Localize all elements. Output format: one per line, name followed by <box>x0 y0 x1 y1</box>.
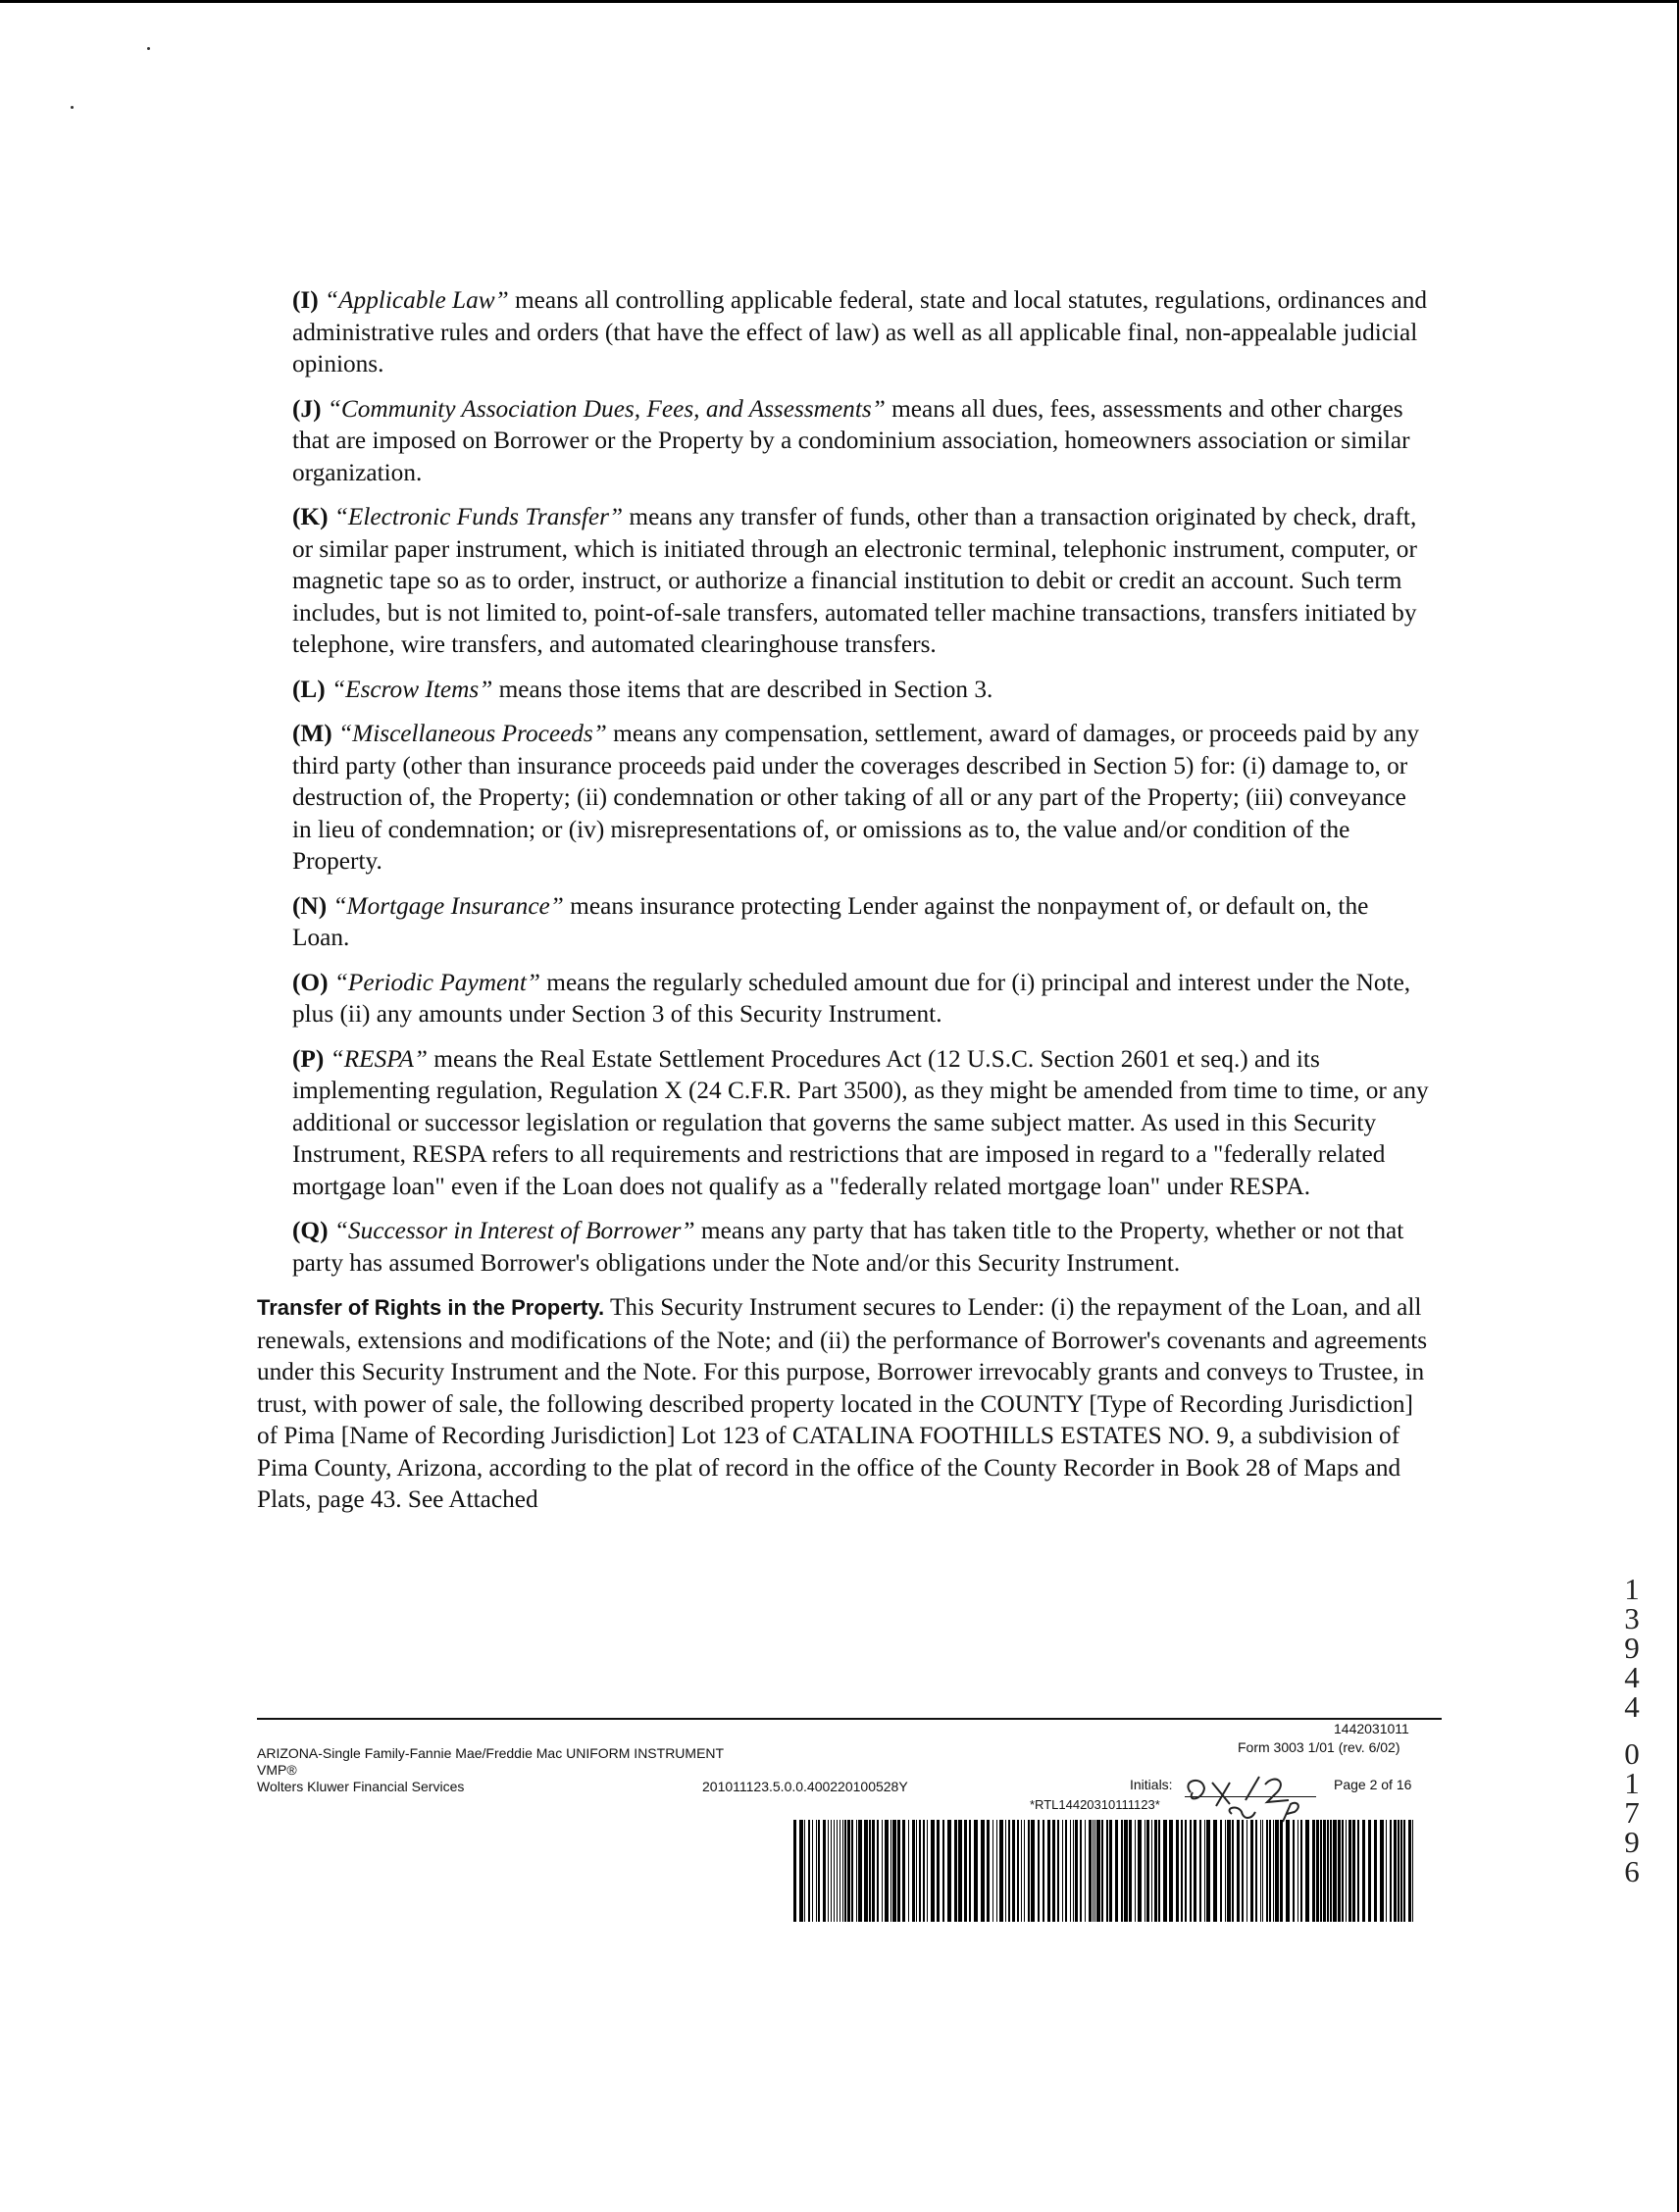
barcode-bar <box>1085 1820 1086 1922</box>
definition-i <box>292 284 1430 380</box>
barcode-bar <box>897 1820 900 1922</box>
barcode-bar <box>981 1820 985 1922</box>
barcode-bar <box>1297 1820 1298 1922</box>
definition-text: means all controlling applicable federal, state and local statutes, regulations, ordinances and administrative rules and orders (that have the effect of law) as well as all applicable final, non-appealable judicial opinions. <box>292 286 1428 377</box>
barcode-bar <box>890 1820 891 1922</box>
barcode-bar <box>869 1820 871 1922</box>
barcode-bar <box>1021 1820 1022 1922</box>
barcode-bar <box>1323 1820 1326 1922</box>
barcode-bar <box>1220 1820 1222 1922</box>
barcode-bar <box>1109 1820 1112 1922</box>
barcode-bar <box>987 1820 990 1922</box>
initials-stroke <box>1212 1783 1230 1806</box>
barcode-bar <box>919 1820 921 1922</box>
definition-label: (K) <box>292 503 329 530</box>
barcode-bar <box>1342 1820 1344 1922</box>
definition-term: “Mortgage Insurance” <box>332 891 564 920</box>
barcode-bar <box>823 1820 826 1922</box>
barcode-bar <box>931 1820 935 1922</box>
barcode-bar <box>927 1820 928 1922</box>
footer-rule <box>257 1718 1442 1720</box>
initials-stroke <box>1246 1777 1259 1800</box>
definition-term: “Successor in Interest of Borrower” <box>333 1217 695 1244</box>
definition-label: (L) <box>292 675 326 703</box>
barcode-bar <box>1250 1820 1253 1922</box>
barcode-bar <box>942 1820 944 1922</box>
barcode-bar <box>1089 1820 1092 1922</box>
barcode-bar <box>974 1820 978 1922</box>
stamp-digit: 0 <box>1624 1736 1640 1771</box>
barcode-bar <box>1038 1820 1040 1922</box>
stamp-digit: 4 <box>1624 1660 1640 1694</box>
definition-label: (O) <box>292 968 329 996</box>
definition-text: means the regularly scheduled amount due for (i) principal and interest under the Note, plus (ii) any amounts under Section 3 of this Security Instrument. <box>292 968 1411 1028</box>
barcode-bar <box>1169 1820 1173 1922</box>
initials-label: Initials: <box>1130 1777 1173 1792</box>
stamp-digit: 1 <box>1624 1572 1640 1606</box>
document-code: 201011123.5.0.0.400220100528Y <box>702 1779 908 1794</box>
barcode-bar <box>851 1820 853 1922</box>
barcode-bar <box>996 1820 997 1922</box>
barcode-bar <box>1181 1820 1183 1922</box>
stamp-digit: 4 <box>1624 1689 1640 1724</box>
page-number: Page 2 of 16 <box>1334 1777 1412 1792</box>
definition-label: (M) <box>292 720 332 747</box>
barcode-bar <box>1163 1820 1167 1922</box>
definition-text: means those items that are described in Section 3. <box>492 675 993 703</box>
definition-m <box>292 718 1430 878</box>
barcode-bar <box>877 1820 879 1922</box>
barcode-bar <box>1327 1820 1329 1922</box>
definition-label: (P) <box>292 1044 325 1073</box>
form-title: ARIZONA-Single Family-Fannie Mae/Freddie Mac UNIFORM INSTRUMENT <box>257 1745 725 1761</box>
barcode-bar <box>1101 1820 1103 1922</box>
definition-term: “Miscellaneous Proceeds” <box>338 720 607 747</box>
barcode-bar <box>1338 1820 1341 1922</box>
barcode-bar <box>1412 1820 1413 1922</box>
barcode-bar <box>1199 1820 1201 1922</box>
transfer-text: This Security Instrument secures to Lender: (i) the repayment of the Loan, and all renewals, extensions and modifications of the Note; and (ii) the performance of Borrower's covenants and agreements under this Security Instrument and the Note. For this purpose, Borrower irrevocably grants and conveys to Trustee, in trust, with power of sale, the following described property located in the COUNTY [Type of Recording Jurisdiction] of Pima [Name of Recording Jurisdiction] Lot 123 of CATALINA FOOTHILLS ESTATES NO. 9, a subdivision of Pima County, Arizona, according to the plat of record in the office of the County Recorder in Book 28 of Maps and Plats, page 43. See Attached <box>257 1293 1428 1513</box>
barcode-bar <box>1094 1820 1095 1922</box>
recording-stamp-number <box>1618 1572 1646 1888</box>
definition-text: means any compensation, settlement, award of damages, or proceeds paid by any third party (other than insurance proceeds paid under the coverages described in Section 5) for: (i) damage to, or destruction of, the Property; (ii) condemnation or other taking of all or any part of the Property; (iii) conveyance in lieu of condemnation; or (iv) misrepresentations of, or omissions as to, the value and/or condition of the Property. <box>292 720 1420 875</box>
barcode-bar <box>799 1820 803 1922</box>
barcode-bar <box>1093 1820 1094 1922</box>
definition-text: means any transfer of funds, other than a transaction originated by check, draft, or similar paper instrument, which is initiated through an electronic terminal, telephonic instrument, computer, or magnetic tape so as to order, instruct, or authorize a financial institution to debit or credit an account. Such term includes, but is not limited to, point-of-sale transfers, automated teller machine transactions, transfers initiated by telephone, wire transfers, and automated clearinghouse transfers. <box>292 503 1417 658</box>
barcode-bar <box>1151 1820 1152 1922</box>
definition-term: “Electronic Funds Transfer” <box>333 503 624 530</box>
barcode-bar <box>1255 1820 1257 1922</box>
barcode-bar <box>837 1820 838 1922</box>
barcode-bar <box>958 1820 962 1922</box>
barcode-bar <box>864 1820 868 1922</box>
barcode-bar <box>847 1820 850 1922</box>
barcode-bar <box>1190 1820 1192 1922</box>
transfer-heading: Transfer of Rights in the Property. <box>257 1295 605 1320</box>
barcode-bar <box>1124 1820 1128 1922</box>
barcode-bar <box>1065 1820 1067 1922</box>
barcode-bar <box>818 1820 820 1922</box>
barcode-bar <box>1146 1820 1149 1922</box>
barcode-bar <box>1352 1820 1355 1922</box>
barcode-bar <box>1096 1820 1100 1922</box>
barcode-bar <box>1138 1820 1142 1922</box>
barcode-bar <box>969 1820 971 1922</box>
barcode-bar <box>1024 1820 1025 1922</box>
barcode-bar <box>1275 1820 1279 1922</box>
barcode-bar <box>1330 1820 1332 1922</box>
barcode-bar <box>1357 1820 1359 1922</box>
barcode-bar <box>1062 1820 1063 1922</box>
stamp-digit: 6 <box>1624 1854 1640 1888</box>
barcode-bar <box>831 1820 832 1922</box>
barcode-bar <box>1227 1820 1231 1922</box>
definition-term: “Periodic Payment” <box>333 968 540 996</box>
barcode-bar <box>947 1820 951 1922</box>
barcode-bar <box>1400 1820 1402 1922</box>
barcode-bar <box>1408 1820 1411 1922</box>
definition-k <box>292 501 1430 661</box>
barcode-bar <box>902 1820 905 1922</box>
barcode-bar <box>1154 1820 1157 1922</box>
barcode-bar <box>1320 1820 1322 1922</box>
definition-label: (I) <box>292 286 319 314</box>
barcode-bar <box>1368 1820 1371 1922</box>
barcode-bar <box>912 1820 915 1922</box>
barcode-bar <box>892 1820 896 1922</box>
barcode-bar <box>1075 1820 1078 1922</box>
barcode-bar <box>1286 1820 1290 1922</box>
barcode-bar <box>804 1820 805 1922</box>
barcode-bar <box>842 1820 843 1922</box>
barcode-bar <box>923 1820 925 1922</box>
barcode-bar <box>964 1820 967 1922</box>
barcode-bar <box>1043 1820 1044 1922</box>
definition-term: “RESPA” <box>330 1044 428 1073</box>
barcode-bar <box>1225 1820 1226 1922</box>
barcode-bar <box>1273 1820 1274 1922</box>
barcode-bar <box>1008 1820 1010 1922</box>
barcode-bar <box>793 1820 796 1922</box>
barcode-bar <box>1028 1820 1030 1922</box>
vmp-label: VMP® <box>257 1762 297 1778</box>
definition-text: means any party that has taken title to the Property, whether or not that party has assumed Borrower's obligations under the Note and/or this Security Instrument. <box>292 1217 1404 1277</box>
definition-label: (N) <box>292 891 328 920</box>
definition-text: means the Real Estate Settlement Procedures Act (12 U.S.C. Section 2601 et seq.) and its implementing regulation, Regulation X (24 C.F.R. Part 3500), as they might be amended from time to time, or any additional or successor legislation or regulation that governs the same subject matter. As used in this Security Instrument, RESPA refers to all requirements and restrictions that are imposed in regard to a "federally related mortgage loan" even if the Loan does not qualify as a "federally related mortgage loan" under RESPA. <box>292 1044 1429 1200</box>
barcode-bar <box>1194 1820 1196 1922</box>
barcode-bar <box>1185 1820 1187 1922</box>
definition-text: means all dues, fees, assessments and other charges that are imposed on Borrower or the Property by a condominium association, homeowners association or similar organization. <box>292 394 1410 486</box>
barcode-bar <box>1080 1820 1082 1922</box>
barcode-bar <box>1057 1820 1059 1922</box>
barcode-bar <box>1232 1820 1234 1922</box>
barcode-bar <box>1047 1820 1050 1922</box>
barcode-bar <box>872 1820 875 1922</box>
barcode-bar <box>1262 1820 1263 1922</box>
barcode-bar <box>1398 1820 1399 1922</box>
stamp-digit: 1 <box>1624 1766 1640 1800</box>
initials-stroke <box>1188 1781 1204 1799</box>
barcode-bar <box>1115 1820 1118 1922</box>
barcode-bar <box>1237 1820 1240 1922</box>
barcode-bar <box>1386 1820 1387 1922</box>
barcode-bar <box>1005 1820 1006 1922</box>
barcode-bar <box>908 1820 909 1922</box>
barcode-bar <box>1206 1820 1210 1922</box>
barcode-bar <box>1017 1820 1019 1922</box>
barcode-bar <box>1333 1820 1337 1922</box>
definition-term: “Applicable Law” <box>325 286 509 314</box>
document-body <box>257 284 1430 1516</box>
barcode-bar <box>1012 1820 1015 1922</box>
barcode-bar <box>1269 1820 1271 1922</box>
barcode-bar <box>812 1820 813 1922</box>
barcode-bar <box>999 1820 1003 1922</box>
barcode-bar <box>1106 1820 1108 1922</box>
barcode-bar <box>816 1820 817 1922</box>
barcode-bar <box>1280 1820 1283 1922</box>
barcode-bar <box>844 1820 846 1922</box>
barcode-bar <box>954 1820 957 1922</box>
form-number: Form 3003 1/01 (rev. 6/02) <box>1238 1739 1400 1755</box>
barcode-bar <box>1403 1820 1405 1922</box>
definition-l <box>292 674 1430 706</box>
barcode-bar <box>1305 1820 1309 1922</box>
barcode-bar <box>858 1820 862 1922</box>
definition-n <box>292 890 1430 954</box>
barcode <box>789 1820 1417 1922</box>
barcode-bar <box>856 1820 857 1922</box>
definition-term: “Escrow Items” <box>331 675 493 703</box>
definition-j <box>292 393 1430 489</box>
definition-label: (Q) <box>292 1217 329 1244</box>
barcode-bar <box>1176 1820 1179 1922</box>
definition-text: means insurance protecting Lender against the nonpayment of, or default on, the Loan. <box>292 891 1369 951</box>
barcode-bar <box>1052 1820 1055 1922</box>
barcode-bar <box>992 1820 993 1922</box>
initials-stroke <box>1230 1808 1255 1818</box>
publisher-name: Wolters Kluwer Financial Services <box>257 1779 465 1794</box>
barcode-bar <box>1394 1820 1397 1922</box>
barcode-bar <box>1129 1820 1132 1922</box>
scan-speck <box>147 47 150 50</box>
barcode-bar <box>937 1820 940 1922</box>
barcode-bar <box>1380 1820 1384 1922</box>
barcode-bar <box>1266 1820 1268 1922</box>
loan-number: 1442031011 <box>1334 1721 1409 1736</box>
barcode-bar <box>834 1820 835 1922</box>
stamp-digit: 7 <box>1624 1795 1640 1830</box>
stamp-digit: 9 <box>1624 1631 1640 1665</box>
barcode-bar <box>1121 1820 1123 1922</box>
barcode-bar <box>1362 1820 1365 1922</box>
barcode-bar <box>1390 1820 1392 1922</box>
scan-border-top <box>0 0 1679 3</box>
scan-speck <box>71 106 74 109</box>
definition-o <box>292 967 1430 1031</box>
barcode-bar <box>1348 1820 1351 1922</box>
barcode-bar <box>1158 1820 1160 1922</box>
definition-q <box>292 1215 1430 1279</box>
barcode-bar <box>1312 1820 1315 1922</box>
barcode-bar <box>882 1820 883 1922</box>
barcode-bar <box>1346 1820 1347 1922</box>
barcode-bar <box>1204 1820 1205 1922</box>
barcode-bar <box>1031 1820 1035 1922</box>
barcode-bar <box>1374 1820 1377 1922</box>
barcode-bar <box>1293 1820 1295 1922</box>
transfer-of-rights-paragraph <box>257 1291 1430 1516</box>
barcode-bar <box>808 1820 810 1922</box>
barcode-bar <box>1135 1820 1136 1922</box>
barcode-bar <box>1213 1820 1217 1922</box>
handwritten-initials <box>1173 1771 1334 1826</box>
initials-stroke <box>1265 1780 1289 1802</box>
definition-p <box>292 1043 1430 1203</box>
barcode-bar <box>1260 1820 1261 1922</box>
definition-label: (J) <box>292 394 322 423</box>
barcode-text: *RTL14420310111123* <box>1030 1797 1160 1812</box>
barcode-bar <box>1073 1820 1074 1922</box>
barcode-bar <box>1070 1820 1071 1922</box>
barcode-bar <box>828 1820 829 1922</box>
barcode-bar <box>885 1820 889 1922</box>
barcode-bar <box>1242 1820 1244 1922</box>
definition-term: “Community Association Dues, Fees, and Assessments” <box>327 394 886 423</box>
stamp-digit: 9 <box>1624 1825 1640 1859</box>
barcode-bar <box>916 1820 917 1922</box>
stamp-digit: 3 <box>1624 1601 1640 1635</box>
barcode-bar <box>1316 1820 1319 1922</box>
barcode-bar <box>1300 1820 1302 1922</box>
